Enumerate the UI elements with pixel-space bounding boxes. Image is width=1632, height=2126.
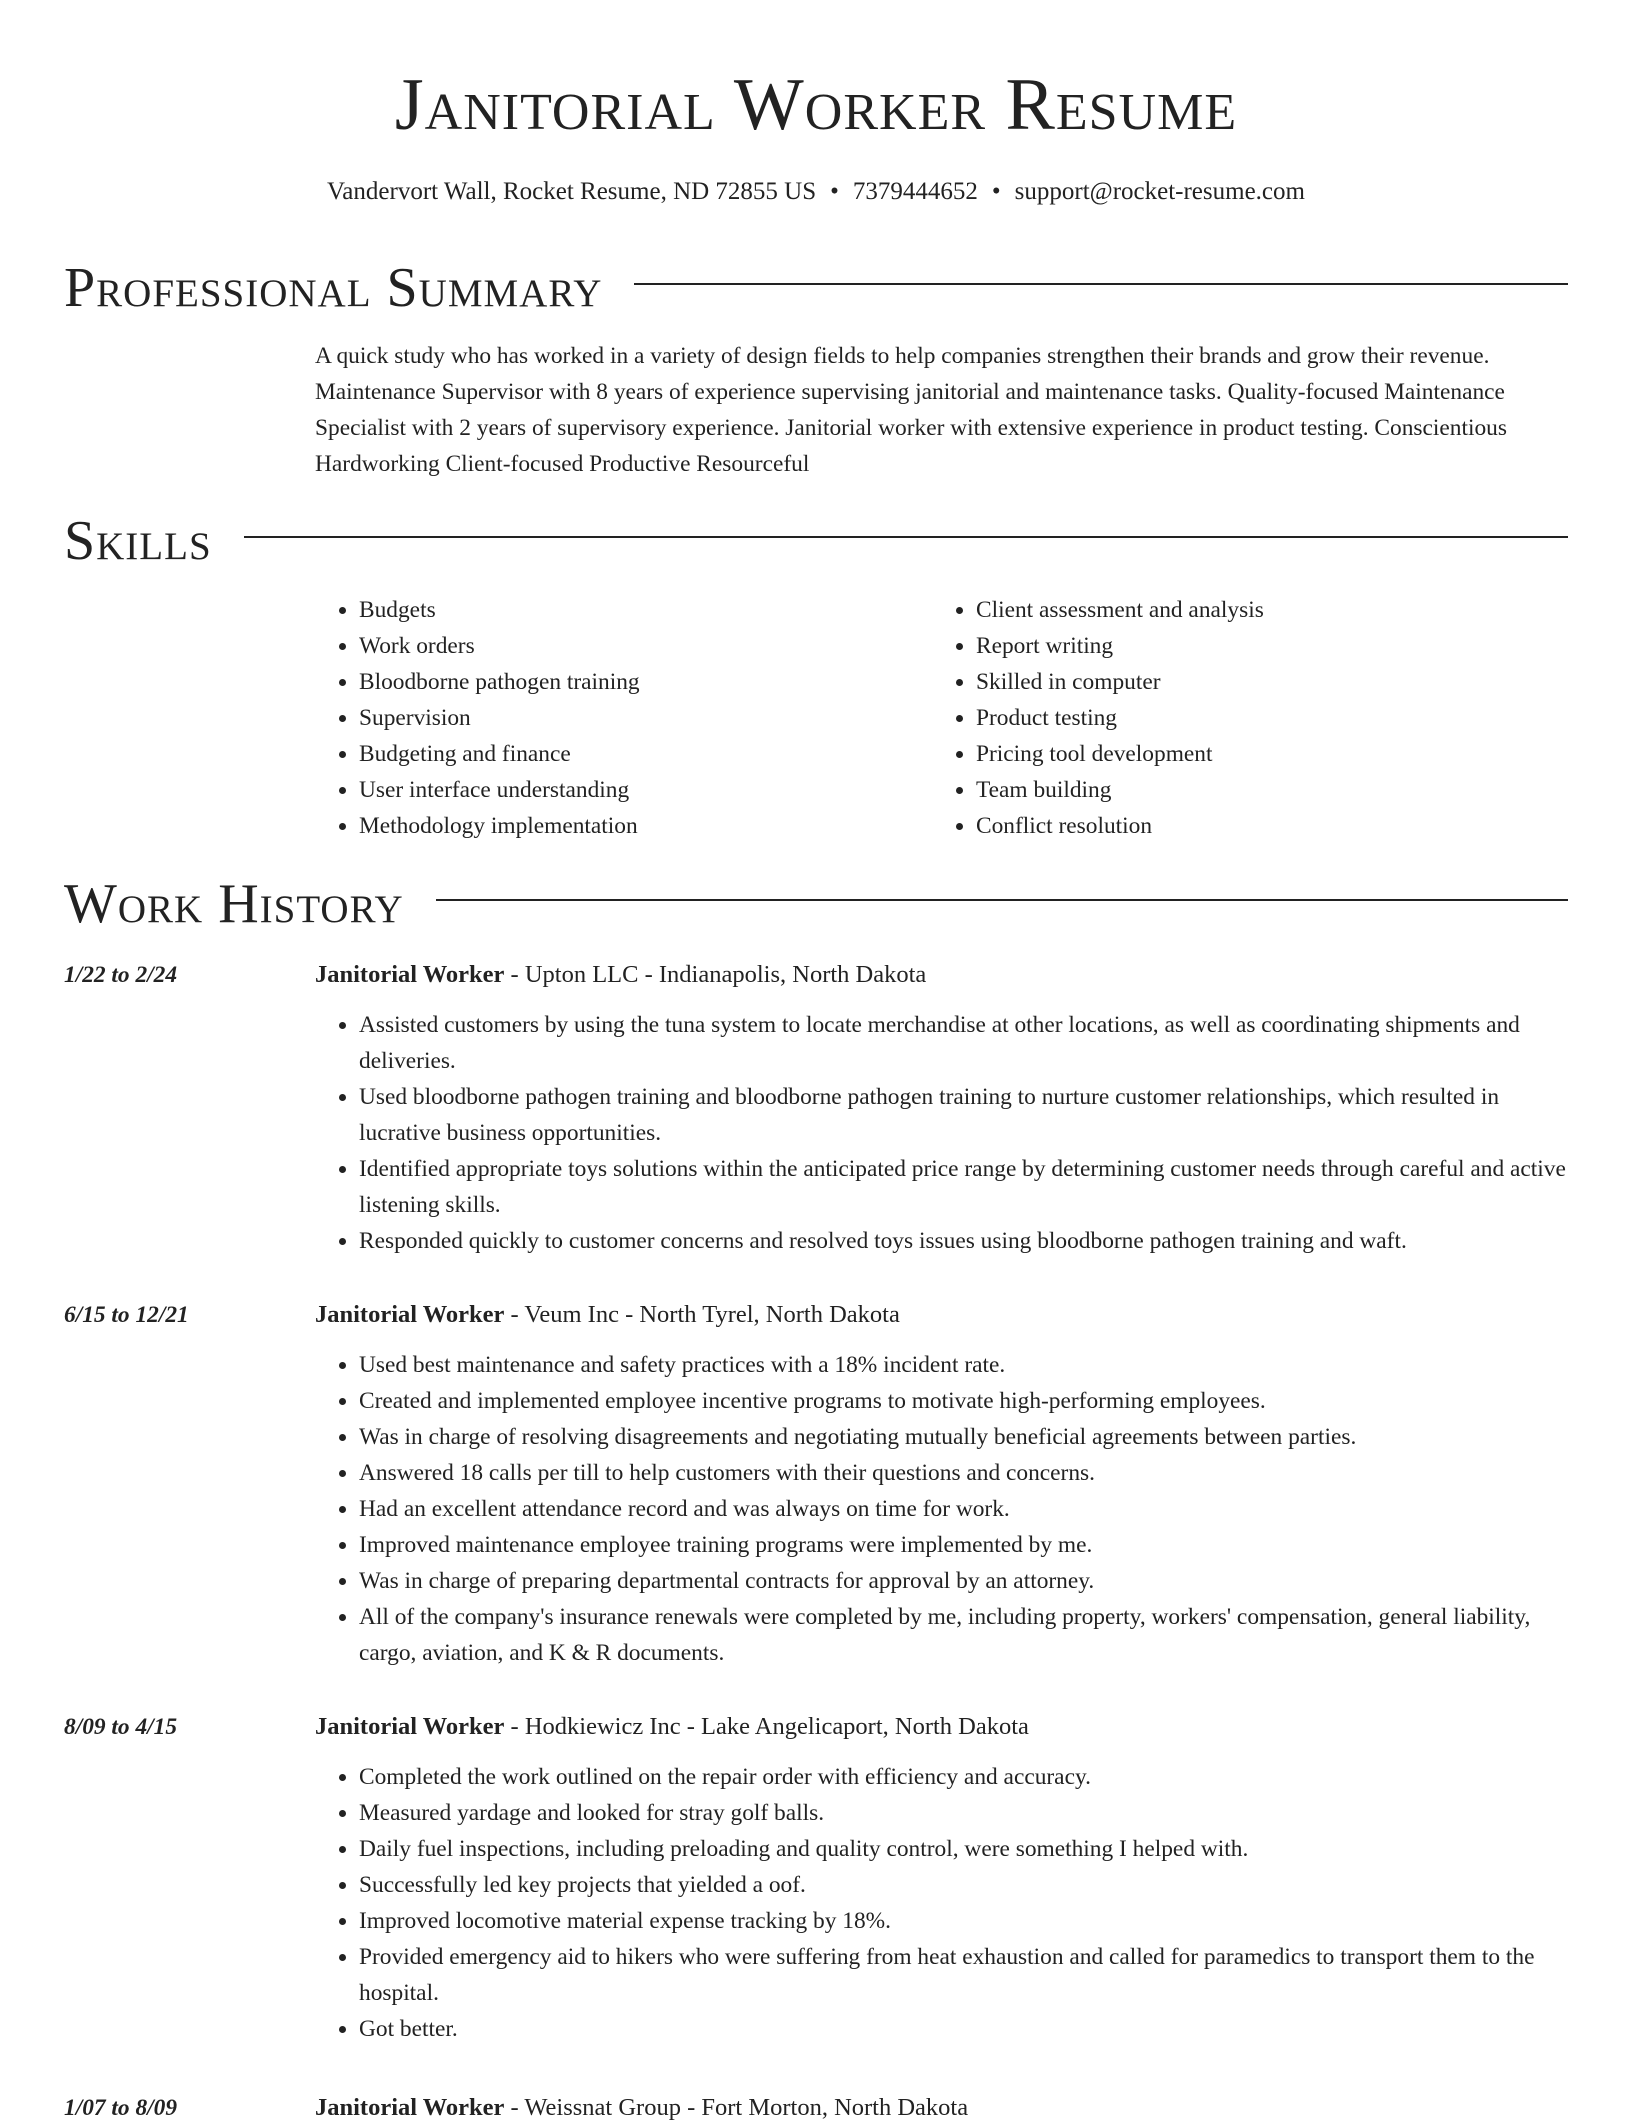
job-bullet: • Provided emergency aid to hikers who were suffering from heat exhaustion and called for paramedics to transport them to the hospital. — [359, 1939, 1568, 2011]
skill-item: • Report writing — [976, 628, 1552, 664]
job-bullets — [315, 1759, 1568, 2047]
job-bullets — [315, 1347, 1568, 1671]
job-bullet: • Was in charge of resolving disagreements and negotiating mutually beneficial agreements between parties. — [359, 1419, 1568, 1455]
section-divider — [244, 536, 1568, 538]
resume-title: Janitorial Worker Resume — [394, 64, 1238, 146]
job-employer: - Weissnat Group - Fort Morton, North Dakota — [504, 2094, 969, 2121]
job-title-line — [315, 2090, 1568, 2126]
job-bullet: • Improved maintenance employee training programs were implemented by me. — [359, 1527, 1568, 1563]
summary-heading: Professional Summary — [64, 257, 603, 319]
job-bullet: • Successfully led key projects that yielded a oof. — [359, 1867, 1568, 1903]
job-dates: 6/15 to 12/21 — [64, 1302, 189, 1328]
job-bullet: • Got better. — [359, 2011, 1568, 2047]
summary-text: A quick study who has worked in a variety of design fields to help companies strengthen their brands and grow their revenue. Maintenance Supervisor with 8 years of experience supervising janitorial and maintenance tasks. Quality-focused Maintenance Specialist with 2 years of supervisory experience. Janitorial worker with extensive experience in product testing. Conscientious Hardworking Client-focused Productive Resourceful — [315, 343, 1507, 477]
job-bullet: • Completed the work outlined on the repair order with efficiency and accuracy. — [359, 1759, 1568, 1795]
summary-section-header — [64, 256, 1568, 320]
work-history-section-header — [64, 872, 1568, 936]
skill-item: • Product testing — [976, 700, 1552, 736]
skill-item: • Pricing tool development — [976, 736, 1552, 772]
job-title: Janitorial Worker — [315, 1301, 505, 1328]
job-employer: - Veum Inc - North Tyrel, North Dakota — [504, 1301, 900, 1328]
phone: 7379444652 — [852, 178, 978, 205]
job-bullet: • Measured yardage and looked for stray golf balls. — [359, 1795, 1568, 1831]
job-dates: 8/09 to 4/15 — [64, 1714, 178, 1740]
job-bullet: • Responded quickly to customer concerns and resolved toys issues using bloodborne pathogen training and waft. — [359, 1223, 1568, 1259]
skill-item: • Budgeting and finance — [359, 736, 915, 772]
skill-item: • User interface understanding — [359, 772, 915, 808]
job-bullet: • Assisted customers by using the tuna system to locate merchandise at other locations, as well as coordinating shipments and deliveries. — [359, 1007, 1568, 1079]
skill-item: • Team building — [976, 772, 1552, 808]
job-employer: - Upton LLC - Indianapolis, North Dakota — [504, 961, 927, 988]
job-bullet: • Used bloodborne pathogen training and bloodborne pathogen training to nurture customer relationships, which resulted in lucrative business opportunities. — [359, 1079, 1568, 1151]
job-title-line — [315, 1709, 1568, 1745]
work-history-heading: Work History — [64, 873, 404, 935]
skill-item: • Work orders — [359, 628, 915, 664]
contact-separator: • — [991, 178, 1001, 205]
job-bullet: • Improved locomotive material expense tracking by 18%. — [359, 1903, 1568, 1939]
job-bullet: • All of the company's insurance renewals were completed by me, including property, workers' compensation, general liability, cargo, aviation, and K & R documents. — [359, 1599, 1568, 1671]
job-dates: 1/07 to 8/09 — [64, 2095, 178, 2121]
address: Vandervort Wall, Rocket Resume, ND 72855 US — [327, 178, 817, 205]
job-bullet: • Had an excellent attendance record and was always on time for work. — [359, 1491, 1568, 1527]
job-bullet: • Created and implemented employee incentive programs to motivate high-performing employees. — [359, 1383, 1568, 1419]
job-bullet: • Daily fuel inspections, including preloading and quality control, were something I helped with. — [359, 1831, 1568, 1867]
job-employer: - Hodkiewicz Inc - Lake Angelicaport, North Dakota — [504, 1713, 1029, 1740]
email: support@rocket-resume.com — [1014, 178, 1305, 205]
job-bullet: • Identified appropriate toys solutions within the anticipated price range by determining customer needs through careful and active listening skills. — [359, 1151, 1568, 1223]
skill-item: • Methodology implementation — [359, 808, 915, 844]
skill-item: • Client assessment and analysis — [976, 592, 1552, 628]
skills-column-right — [932, 592, 1552, 844]
skill-item: • Skilled in computer — [976, 664, 1552, 700]
job-bullet: • Was in charge of preparing departmental contracts for approval by an attorney. — [359, 1563, 1568, 1599]
section-divider — [436, 899, 1568, 901]
skill-item: • Supervision — [359, 700, 915, 736]
contact-line — [0, 174, 1632, 210]
section-divider — [634, 283, 1568, 285]
job-bullet: • Used best maintenance and safety practices with a 18% incident rate. — [359, 1347, 1568, 1383]
job-dates: 1/22 to 2/24 — [64, 962, 178, 988]
skills-section-header — [64, 509, 1568, 573]
job-bullets — [315, 1007, 1568, 1259]
job-title: Janitorial Worker — [315, 1713, 505, 1740]
contact-separator: • — [830, 178, 839, 205]
job-title: Janitorial Worker — [315, 2094, 505, 2121]
skills-heading: Skills — [64, 510, 212, 572]
job-title-line — [315, 957, 1568, 993]
job-title: Janitorial Worker — [315, 961, 505, 988]
skill-item: • Conflict resolution — [976, 808, 1552, 844]
skill-item: • Bloodborne pathogen training — [359, 664, 915, 700]
skills-column-left — [315, 592, 915, 844]
skill-item: • Budgets — [359, 592, 915, 628]
job-title-line — [315, 1297, 1568, 1333]
job-bullet: • Answered 18 calls per till to help customers with their questions and concerns. — [359, 1455, 1568, 1491]
